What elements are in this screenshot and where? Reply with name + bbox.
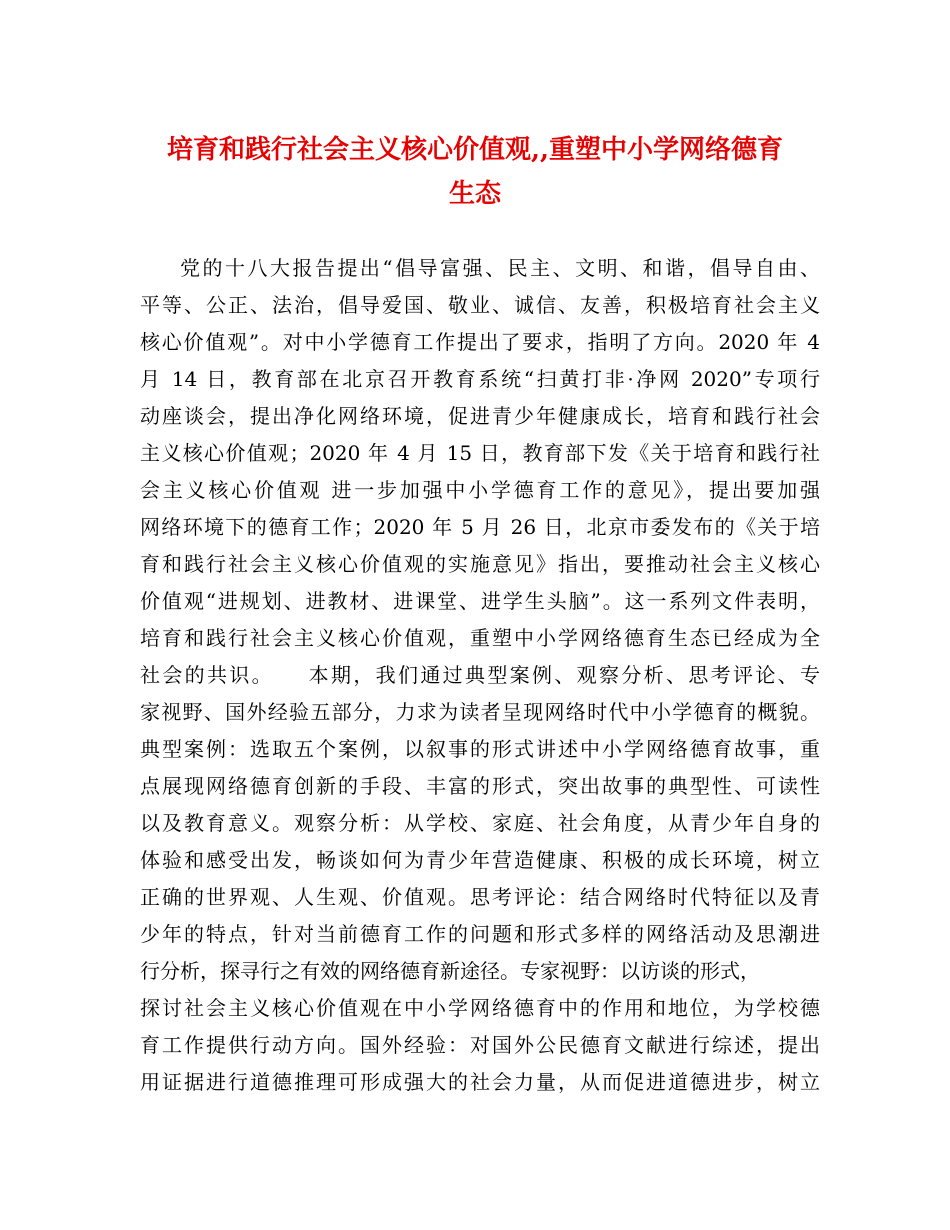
body-line: 价值观“进规划、进教材、进课堂、进学生头脑”。这一系列文件表明， bbox=[140, 589, 820, 613]
body-line: 点展现网络德育创新的手段、丰富的形式，突出故事的典型性、可读性 bbox=[140, 774, 820, 798]
body-line: 育和践行社会主义核心价值观的实施意见》指出，要推动社会主义核心 bbox=[140, 552, 820, 576]
body-line: 典型案例：选取五个案例，以叙事的形式讲述中小学网络德育故事，重 bbox=[140, 737, 820, 761]
body-line: 平等、公正、法治，倡导爱国、敬业、诚信、友善，积极培育社会主义 bbox=[140, 293, 820, 317]
body-line: 以及教育意义。观察分析：从学校、家庭、社会角度，从青少年自身的 bbox=[140, 811, 820, 835]
body-line: 培育和践行社会主义核心价值观，重塑中小学网络德育生态已经成为全 bbox=[140, 626, 820, 650]
document-title-line-1: 培育和践行社会主义核心价值观,,重塑中小学网络德育 bbox=[166, 135, 784, 165]
body-line: 月 14 日，教育部在北京召开教育系统“扫黄打非·净网 2020”专项行 bbox=[140, 367, 820, 391]
body-line: 行分析，探寻行之有效的网络德育新途径。专家视野：以访谈的形式， bbox=[140, 959, 760, 983]
body-line: 正确的世界观、人生观、价值观。思考评论：结合网络时代特征以及青 bbox=[140, 885, 820, 909]
body-line: 体验和感受出发，畅谈如何为青少年营造健康、积极的成长环境，树立 bbox=[140, 848, 820, 872]
document-title-line-2: 生态 bbox=[448, 179, 501, 209]
body-line: 探讨社会主义核心价值观在中小学网络德育中的作用和地位，为学校德 bbox=[140, 996, 820, 1020]
body-line: 少年的特点，针对当前德育工作的问题和形式多样的网络活动及思潮进 bbox=[140, 922, 820, 946]
body-line: 育工作提供行动方向。国外经验：对国外公民德育文献进行综述，提出 bbox=[140, 1033, 820, 1057]
body-line: 动座谈会，提出净化网络环境，促进青少年健康成长，培育和践行社会 bbox=[140, 404, 820, 428]
body-line: 党的十八大报告提出“倡导富强、民主、文明、和谐，倡导自由、 bbox=[180, 256, 820, 280]
body-line: 主义核心价值观；2020 年 4 月 15 日，教育部下发《关于培育和践行社 bbox=[140, 441, 820, 465]
body-line: 网络环境下的德育工作；2020 年 5 月 26 日，北京市委发布的《关于培 bbox=[140, 515, 820, 539]
body-line: 社会的共识。 本期，我们通过典型案例、观察分析、思考评论、专 bbox=[140, 663, 820, 687]
body-line: 用证据进行道德推理可形成强大的社会力量，从而促进道德进步，树立 bbox=[140, 1070, 820, 1094]
body-line: 会主义核心价值观 进一步加强中小学德育工作的意见》，提出要加强 bbox=[140, 478, 820, 502]
body-line: 核心价值观”。对中小学德育工作提出了要求，指明了方向。2020 年 4 bbox=[140, 330, 820, 354]
body-line: 家视野、国外经验五部分，力求为读者呈现网络时代中小学德育的概貌。 bbox=[140, 700, 820, 724]
